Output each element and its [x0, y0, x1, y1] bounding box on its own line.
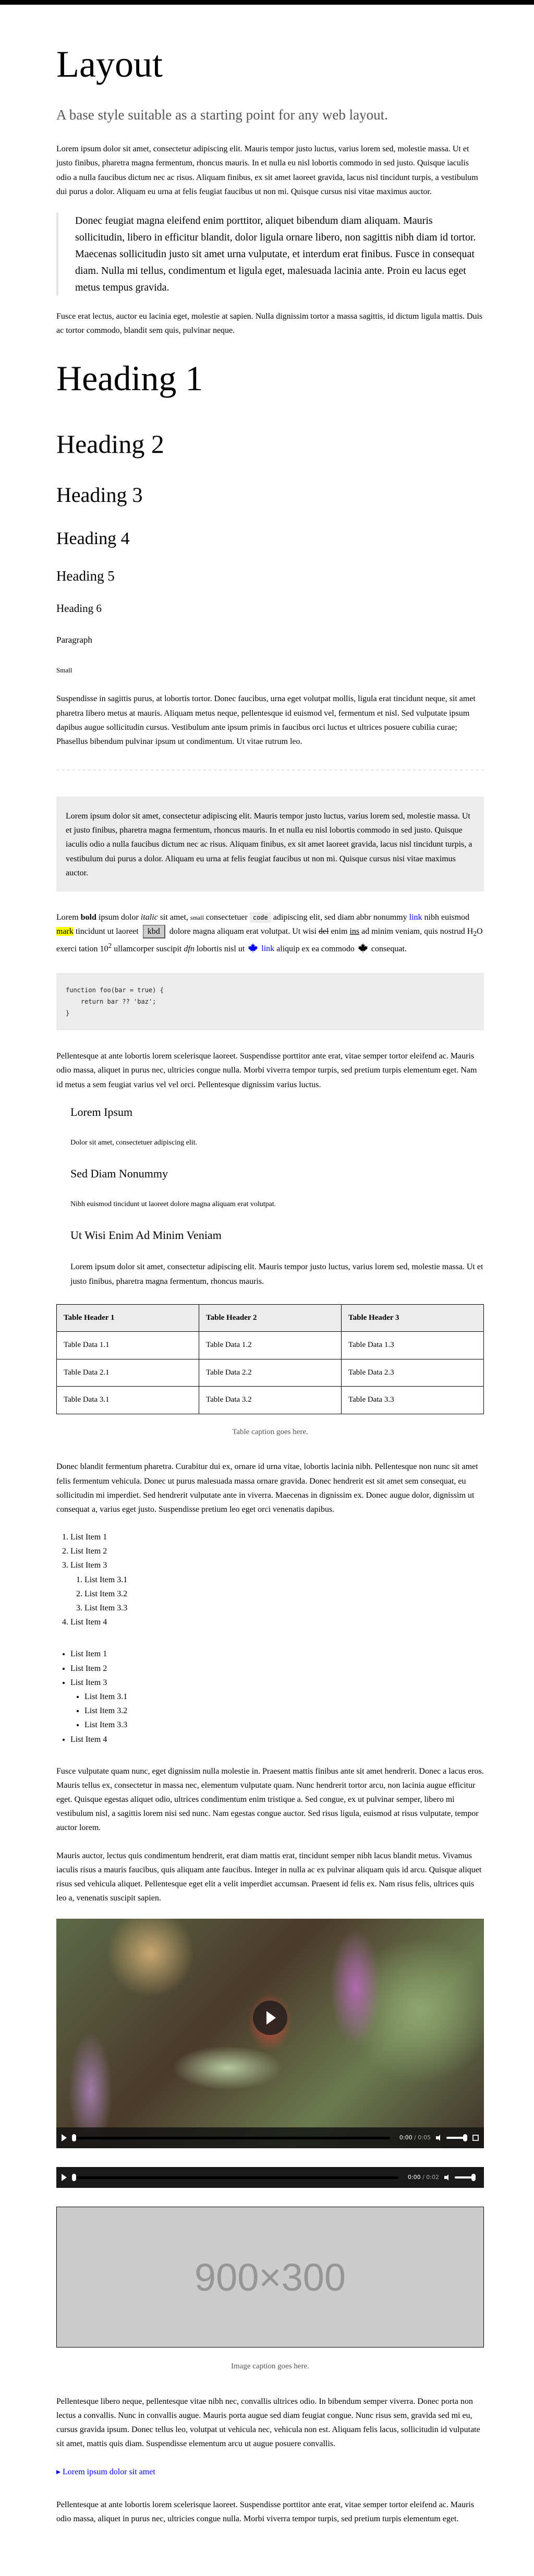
- text: consequat.: [369, 944, 407, 954]
- list-item: • List Item 3.2: [84, 1704, 484, 1718]
- table-row: [57, 1387, 484, 1414]
- table-row: [57, 1359, 484, 1387]
- table-row: [57, 1332, 484, 1359]
- list-item: • List Item 2: [70, 1662, 484, 1676]
- text: nonummy: [371, 913, 409, 922]
- table-cell: Table Data 2.1: [57, 1359, 199, 1387]
- definition-text: dfn: [184, 944, 195, 954]
- subheading: Ut Wisi Enim Ad Minim Veniam: [70, 1229, 222, 1242]
- heading-3-sample: Heading 3: [56, 483, 143, 507]
- list-item: [70, 1676, 484, 1732]
- video-player[interactable]: [56, 1919, 484, 2148]
- audio-controls: [56, 2167, 484, 2188]
- heading-2-sample: Heading 2: [56, 429, 164, 459]
- small-sample: Small: [56, 666, 72, 675]
- time-separator: /: [420, 2174, 427, 2181]
- placeholder-image: 900×300: [56, 2207, 484, 2348]
- list-item: • List Item 4: [70, 1732, 484, 1747]
- maple-leaf-icon: [358, 943, 368, 953]
- inline-elements-paragraph: [56, 910, 484, 956]
- list-item-label: List Item 3: [70, 1678, 107, 1687]
- subscript: 2: [473, 930, 477, 938]
- volume-slider[interactable]: [455, 2176, 474, 2178]
- subheading: Lorem Ipsum: [70, 1105, 133, 1118]
- inline-link[interactable]: link: [409, 913, 422, 922]
- subheading-text: Nibh euismod tincidunt ut laoreet dolore magna aliquam erat volutpat.: [70, 1200, 276, 1209]
- small-text: small: [190, 914, 204, 922]
- table-cell: Table Data 1.1: [57, 1332, 199, 1359]
- inserted-text: ins: [349, 927, 360, 936]
- page-lead: A base style suitable as a starting point for any web layout.: [56, 107, 388, 123]
- code-line: function foo(bar = true) {: [66, 986, 164, 994]
- section-paragraph: Donec blandit fermentum pharetra. Curabitur dui ex, ornare id urna vitae, lobortis lacinia nibh. Pellentesque non nunc sit amet felis fermentum vehicula. Donec ut purus malesuada massa ornare gravida. Donec hendrerit est sit amet sem consequat, eu sollicitudin mi imperdiet. Sed hendrerit vulputate ante in viverra. Maecenas in dignissim ex. Donec augue dolor, dignissim ut consequat a, varius eget justo. Suspendisse pretium leo eget orci venenatis dapibus.: [56, 1462, 478, 1514]
- inline-code: code: [250, 912, 271, 923]
- code-line: }: [66, 1009, 70, 1017]
- intro-paragraph-2: Fusce erat lectus, auctor eu lacinia eget, molestie at sapien. Nulla dignissim tortor a massa sagittis, id dictum ligula mattis. Duis ac tortor commodo, blandit sem quis, pulvinar neque.: [56, 312, 483, 335]
- text: sit amet,: [157, 913, 190, 922]
- table-cell: Table Data 3.1: [57, 1387, 199, 1414]
- text: lobortis nisl ut: [194, 944, 247, 954]
- section-paragraph: Pellentesque at ante lobortis lorem scelerisque laoreet. Suspendisse porttitor ante erat, vitae semper tortor eleifend ac. Mauris odio massa, aliquet in purus nec, ultricies congue nulla. Morbi viverra tempor turpis, sed pretium turpis elementum eget. Nam id metus a sem feugiat varius vel vel orci. Pellentesque dignissim varius luctus.: [56, 1052, 477, 1089]
- icon-link[interactable]: [247, 944, 274, 953]
- code-block: [56, 973, 484, 1031]
- panel-text: Lorem ipsum dolor sit amet, consectetur adipiscing elit. Mauris tempor justo luctus, varius lorem sed, molestie massa. Ut et justo finibus, pharetra magna fermentum, rhoncus mauris. In et nulla eu nisl lobortis commodo in sed justo. Quisque iaculis odio a nulla faucibus dictum nec ac risus. Aliquam finibus, ex sit amet laoreet gravida, lacus nisl tincidunt turpis, a vestibulum dui purus a dolor. Aliquam eu urna at felis feugiat faucibus ut non mi. Quisque cursus nisi vitae maximus auctor.: [66, 812, 472, 877]
- unordered-list: [56, 1647, 484, 1746]
- intro-paragraph: Lorem ipsum dolor sit amet, consectetur adipiscing elit. Mauris tempor justo luctus, varius lorem sed, molestie massa. Ut et justo finibus, pharetra magna fermentum, rhoncus mauris. In et nulla eu nisl lobortis commodo in sed justo. Quisque iaculis odio a nulla faucibus dictum nec ac risus. Aliquam finibus, ex sit amet laoreet gravida, lacus nisl tincidunt turpis, a vestibulum dui purus a dolor. Aliquam eu urna at felis feugiat faucibus ut non mi. Quisque cursus nisi vitae maximus auctor.: [56, 145, 478, 196]
- seek-thumb[interactable]: [72, 2174, 76, 2181]
- time-separator: /: [412, 2134, 418, 2141]
- volume-icon[interactable]: [436, 2135, 441, 2141]
- current-time: 0:00: [399, 2134, 412, 2141]
- seek-slider[interactable]: [74, 2137, 390, 2139]
- text: ad minim veniam, quis nostrud H: [359, 927, 474, 936]
- text: enim: [329, 927, 350, 936]
- list-item-label: List Item 3: [70, 1561, 107, 1570]
- list-item: • List Item 3.1: [84, 1690, 484, 1704]
- page-title: Layout: [56, 43, 163, 85]
- table-header: Table Header 3: [342, 1304, 484, 1332]
- heading-5-sample: Heading 5: [56, 568, 115, 584]
- text: aliquip ex ea commodo: [274, 944, 357, 954]
- table-cell: Table Data 1.3: [342, 1332, 484, 1359]
- volume-thumb[interactable]: [463, 2134, 467, 2141]
- list-item: 3. List Item 3.3: [84, 1601, 484, 1615]
- volume-thumb[interactable]: [471, 2174, 476, 2181]
- details-summary[interactable]: ▸ Lorem ipsum dolor sit amet: [56, 2465, 484, 2479]
- indented-section: [56, 1105, 484, 1289]
- text: ullamcorper suscipit: [112, 944, 184, 954]
- maple-leaf-icon: [248, 943, 258, 953]
- duration: 0:05: [418, 2134, 431, 2141]
- heading-1-sample: Heading 1: [56, 358, 203, 399]
- subheading-text: Lorem ipsum dolor sit amet, consectetur adipiscing elit. Mauris tempor justo luctus, varius lorem sed, molestie massa. Ut et justo finibus, pharetra magna fermentum, rhoncus mauris.: [70, 1262, 483, 1286]
- table-cell: Table Data 3.3: [342, 1387, 484, 1414]
- superscript: 2: [108, 942, 112, 950]
- image-caption: Image caption goes here.: [231, 2362, 309, 2371]
- text: Lorem: [56, 913, 81, 922]
- duration: 0:02: [426, 2174, 439, 2181]
- heading-4-sample: Heading 4: [56, 529, 130, 548]
- list-item: • List Item 3.3: [84, 1718, 484, 1732]
- section-paragraph: Mauris auctor, lectus quis condimentum hendrerit, erat diam mattis erat, tincidunt semper nibh lacus blandit metus. Vivamus iaculis risus a mauris faucibus, quis aliquam ante faucibus. Integer in nulla ac ex pulvinar aliquam quis id arcu. Quisque aliquet risus sed vehicula aliquet. Pellentesque eget elit a velit imperdiet accumsan. Praesent id felis ex. Nam risus felis, ultrices quis leo a, venenatis suscipit sapien.: [56, 1851, 482, 1903]
- ordered-list: [56, 1530, 484, 1629]
- play-icon[interactable]: [62, 2134, 67, 2141]
- subheading-text: Dolor sit amet, consectetuer adipiscing elit.: [70, 1139, 197, 1147]
- list-item: 2. List Item 2: [70, 1544, 484, 1558]
- subheading: Sed Diam Nonummy: [70, 1166, 168, 1180]
- nested-unordered-list: [70, 1690, 484, 1732]
- fullscreen-icon[interactable]: [472, 2135, 479, 2141]
- table-header-row: [57, 1304, 484, 1332]
- text: dolore magna aliquam erat volutpat. Ut wisi: [167, 927, 319, 936]
- blockquote: Donec feugiat magna eleifend enim porttitor, aliquet bibendum diam aliquam. Mauris sollicitudin, libero in efficitur blandit, dolor ligula ornare libero, non sagittis nibh diam id tortor. Maecenas sollicitudin justo sit amet urna vulputate, et interdum erat finibus. Fusce in consequat diam. Nulla mi tellus, condimentum et ligula eget, malesuada lacinia ante. Proin eu lacus eget metus tempus gravida.: [56, 212, 484, 296]
- nested-ordered-list: [70, 1573, 484, 1616]
- code-line: return bar ?? 'baz';: [66, 997, 156, 1005]
- seek-slider[interactable]: [74, 2176, 398, 2179]
- table-cell: Table Data 3.2: [199, 1387, 342, 1414]
- text: O exerci tation 10: [56, 927, 483, 954]
- text: nibh euismod: [422, 913, 470, 922]
- section-paragraph: Pellentesque at ante lobortis lorem scelerisque laoreet. Suspendisse porttitor ante erat, vitae semper tortor eleifend ac. Mauris odio massa, aliquet in purus nec, ultricies congue nulla. Morbi viverra tempor turpis, sed pretium turpis elementum eget.: [56, 2500, 475, 2524]
- video-controls: [56, 2127, 484, 2148]
- page-content: [56, 5, 484, 2576]
- big-play-button[interactable]: [253, 2001, 287, 2035]
- list-item: 2. List Item 3.2: [84, 1587, 484, 1601]
- list-item: 1. List Item 1: [70, 1530, 484, 1544]
- audio-player[interactable]: [56, 2167, 484, 2188]
- heading-6-sample: Heading 6: [56, 602, 102, 615]
- volume-icon[interactable]: [444, 2174, 450, 2181]
- mark-text: mark: [56, 927, 74, 936]
- table-caption: Table caption goes here.: [232, 1427, 308, 1436]
- icon-link-label: link: [261, 944, 275, 954]
- paragraph-sample: Paragraph: [56, 635, 92, 645]
- table-cell: Table Data 2.2: [199, 1359, 342, 1387]
- section-paragraph: Fusce vulputate quam nunc, eget dignissim nulla molestie in. Praesent mattis finibus ante sit amet hendrerit. Donec a lacus eros. Mauris tellus ex, consectetur in massa nec, elementum vulputate quam. Nunc hendrerit tortor arcu, non lacinia augue efficitur eget. Quisque egestas aliquet odio, ultrices condimentum enim tristique a. Sed congue, ex ut pulvinar semper, libero mi vestibulum nisl, a sagittis lorem nisi sed nunc. Nam egestas congue auctor. Sed risus ligula, euismod at risus vulputate, tempor auctor lorem.: [56, 1766, 484, 1833]
- deleted-text: del: [318, 927, 329, 936]
- table-cell: Table Data 1.2: [199, 1332, 342, 1359]
- list-item: 1. List Item 3.1: [84, 1573, 484, 1587]
- table-header: Table Header 1: [57, 1304, 199, 1332]
- kbd-key: kbd: [143, 925, 165, 938]
- text: adipiscing elit, sed diam: [271, 913, 357, 922]
- abbr-text: abbr: [356, 913, 371, 922]
- text: ipsum dolor: [96, 913, 141, 922]
- time-display: [399, 2133, 431, 2143]
- bold-text: bold: [80, 913, 96, 922]
- play-icon[interactable]: [62, 2174, 67, 2181]
- italic-text: italic: [140, 913, 158, 922]
- list-item: 4. List Item 4: [70, 1615, 484, 1629]
- volume-slider[interactable]: [446, 2137, 465, 2139]
- dashed-divider: [56, 769, 484, 771]
- list-item: [70, 1558, 484, 1615]
- shaded-panel: [56, 797, 484, 892]
- text: consectetuer: [203, 913, 250, 922]
- current-time: 0:00: [407, 2174, 421, 2181]
- seek-thumb[interactable]: [72, 2134, 76, 2141]
- section-paragraph: Pellentesque libero neque, pellentesque vitae nibh nec, convallis ultrices odio. In bibendum semper viverra. Donec porta non lectus a convallis. Nunc in convallis augue. Mauris porta augue sed diam feugiat congue. Nunc risus sem, gravida sed mi eu, cursus gravida ipsum. Donec tellus leo, volutpat ut vehicula nec, vehicula non est. Aliquam felis lacus, sollicitudin id vulputate sit amet, mattis quis diam. Suspendisse elementum arcu ut augue posuere convallis.: [56, 2397, 480, 2449]
- details-disclosure[interactable]: [56, 2465, 484, 2479]
- time-display: [408, 2173, 439, 2183]
- table-header: Table Header 2: [199, 1304, 342, 1332]
- data-table: [56, 1304, 484, 1414]
- section-paragraph: Suspendisse in sagittis purus, at lobortis tortor. Donec faucibus, urna eget volutpat mollis, ligula erat tincidunt neque, sit amet pharetra libero metus at mauris. Aliquam metus neque, pellentesque id euismod vel, fermentum et nisl. Sed vulputate ipsum dapibus augue sollicitudin cursus. Vestibulum ante ipsum primis in faucibus orci luctus et ultrices posuere cubilia curae; Phasellus bibendum pulvinar ipsum ut condimentum. Ut vitae rutrum leo.: [56, 694, 476, 746]
- list-item: • List Item 1: [70, 1647, 484, 1661]
- table-cell: Table Data 2.3: [342, 1359, 484, 1387]
- text: tincidunt ut laoreet: [73, 927, 141, 936]
